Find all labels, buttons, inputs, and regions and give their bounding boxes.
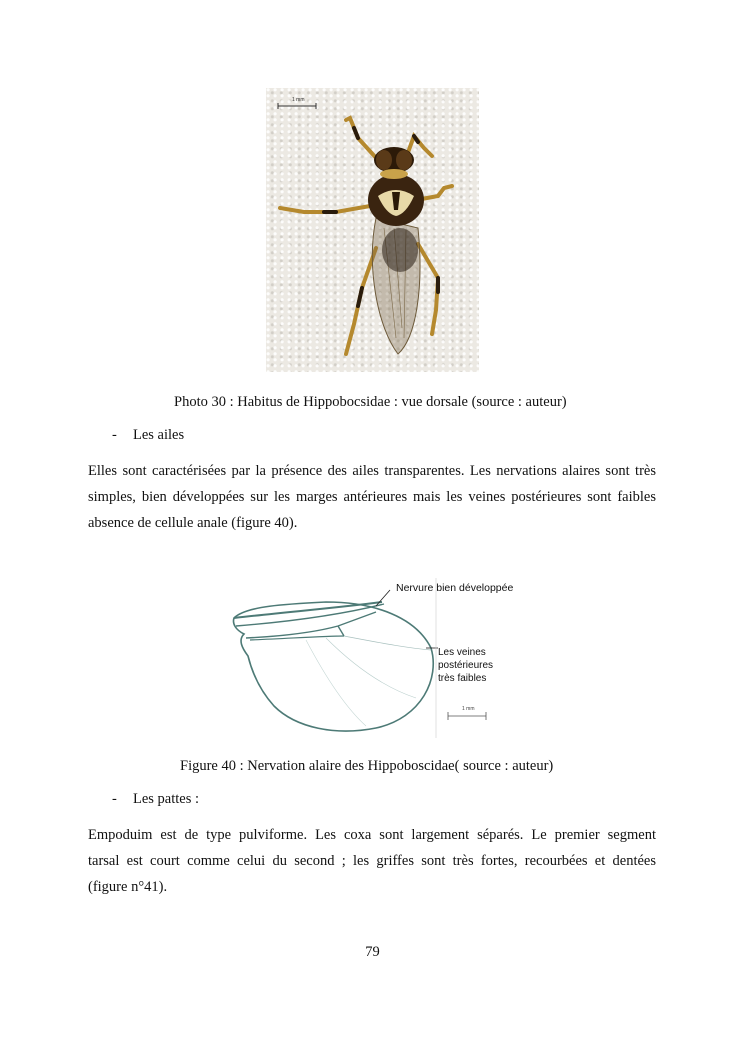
label-line: très faibles	[438, 673, 487, 684]
paragraph-line: (figure n°41).	[88, 879, 168, 895]
section-title-legs: Les pattes :	[133, 791, 200, 807]
hippoboscid-fly-illustration	[266, 88, 479, 372]
paragraph-line: Empoduim est de type pulviforme. Les coxa sont largement séparés. Le premier segment	[88, 827, 656, 843]
label-line: Les veines	[438, 647, 486, 658]
photo-caption: Photo 30 : Habitus de Hippobocsidae : vue dorsale (source : auteur)	[174, 394, 567, 410]
label-line: postérieures	[438, 660, 494, 671]
paragraph-line: absence de cellule anale (figure 40).	[88, 515, 298, 531]
insect-photo	[266, 88, 479, 372]
paragraph-legs	[88, 822, 656, 900]
label-posterior-veins	[438, 646, 493, 685]
section-title-wings: Les ailes	[133, 427, 185, 443]
bullet-dash: -	[112, 791, 117, 807]
label-vein-developed: Nervure bien développée	[396, 582, 514, 594]
paragraph-line: tarsal est court comme celui du second ; les griffes sont très fortes, recourbées et dentées	[88, 853, 656, 869]
page-number: 79	[365, 944, 380, 960]
paragraph-wings	[88, 458, 656, 536]
photo-scale-label: 1 mm	[292, 97, 305, 103]
figure-caption: Figure 40 : Nervation alaire des Hippoboscidae( source : auteur)	[180, 758, 554, 774]
bullet-dash: -	[112, 427, 117, 443]
paragraph-line: simples, bien développées sur les marges antérieures mais les veines postérieures sont faibles	[88, 489, 656, 505]
paragraph-line: Elles sont caractérisées par la présence des ailes transparentes. Les nervations alaires sont très	[88, 463, 656, 479]
figure-scale-label: 1 mm	[462, 706, 475, 712]
